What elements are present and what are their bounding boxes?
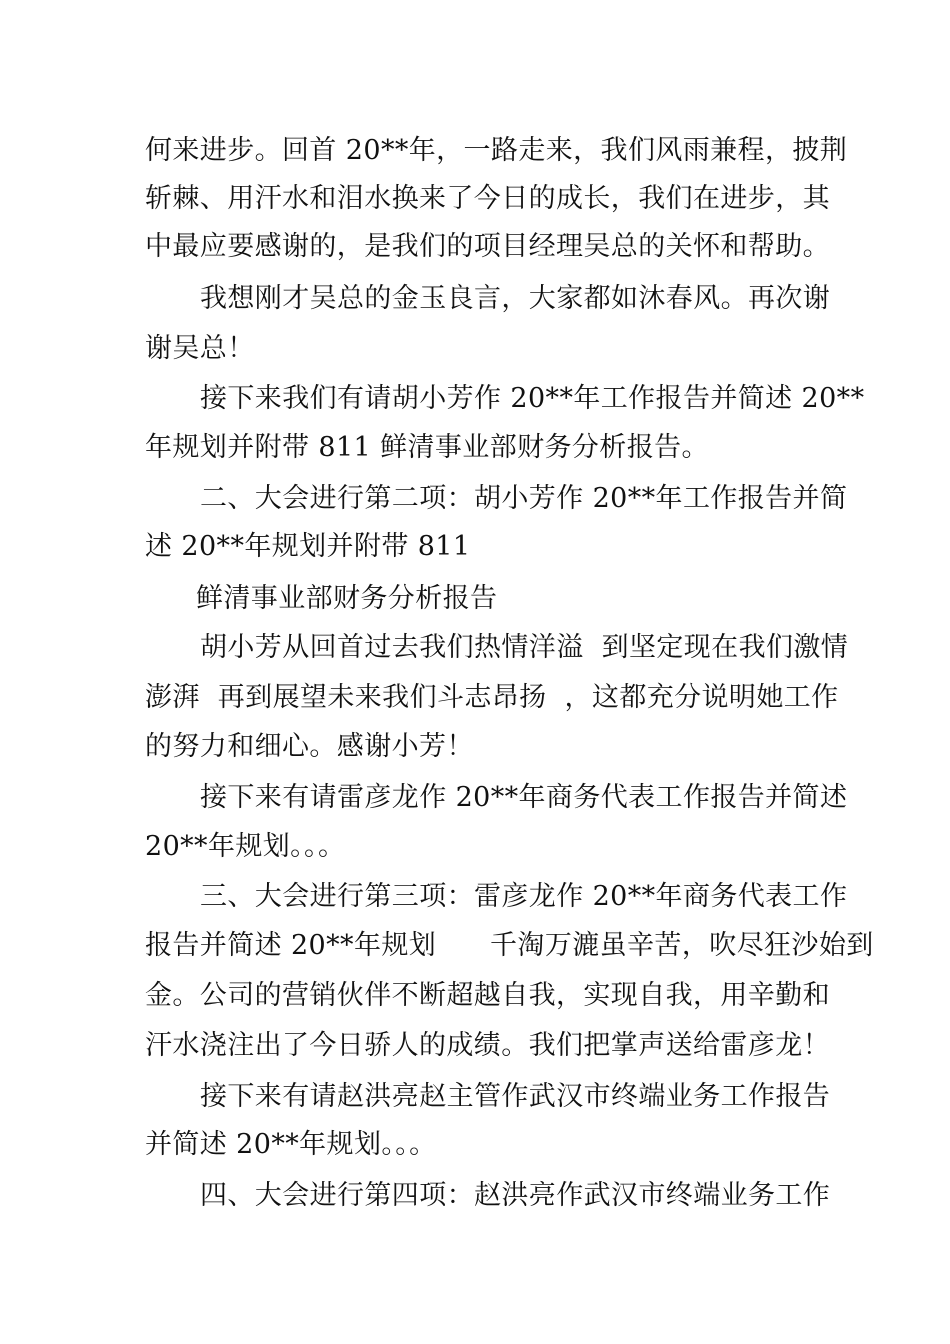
text-line-3: 中最应要感谢的，是我们的项目经理吴总的关怀和帮助。 (145, 231, 830, 262)
text-line-8: 二、大会进行第二项：胡小芳作 20**年工作报告并简 (200, 483, 848, 514)
text-line-9: 述 20**年规划并附带 811 (145, 531, 471, 562)
text-line-1: 何来进步。回首 20**年，一路走来，我们风雨兼程，披荆 (145, 135, 848, 166)
text-line-5: 谢吴总！ (145, 333, 255, 364)
text-line-12: 澎湃 再到展望未来我们斗志昂扬 ，这都充分说明她工作 (145, 682, 839, 713)
text-line-10: 鲜清事业部财务分析报告 (196, 583, 498, 614)
text-line-19: 汗水浇注出了今日骄人的成绩。我们把掌声送给雷彦龙！ (145, 1030, 830, 1061)
text-line-22: 四、大会进行第四项：赵洪亮作武汉市终端业务工作 (200, 1180, 831, 1211)
text-line-4: 我想刚才吴总的金玉良言，大家都如沐春风。再次谢 (200, 283, 831, 314)
text-line-17: 报告并简述 20**年规划 千淘万漉虽辛苦，吹尽狂沙始到 (145, 930, 874, 961)
text-line-15: 20**年规划。。。 (145, 831, 346, 862)
text-line-7: 年规划并附带 811 鲜清事业部财务分析报告。 (145, 432, 709, 463)
text-line-21: 并简述 20**年规划。。。 (145, 1129, 437, 1160)
text-line-16: 三、大会进行第三项：雷彦龙作 20**年商务代表工作 (200, 881, 848, 912)
text-line-11: 胡小芳从回首过去我们热情洋溢 到坚定现在我们激情 (200, 632, 849, 663)
text-line-13: 的努力和细心。感谢小芳！ (145, 731, 474, 762)
text-line-14: 接下来有请雷彦龙作 20**年商务代表工作报告并简述 (200, 782, 848, 813)
text-line-2: 斩棘、用汗水和泪水换来了今日的成长，我们在进步，其 (145, 183, 830, 214)
text-line-18: 金。公司的营销伙伴不断超越自我，实现自我，用辛勤和 (145, 980, 830, 1011)
text-line-20: 接下来有请赵洪亮赵主管作武汉市终端业务工作报告 (200, 1081, 831, 1112)
text-line-6: 接下来我们有请胡小芳作 20**年工作报告并简述 20** (200, 383, 865, 414)
